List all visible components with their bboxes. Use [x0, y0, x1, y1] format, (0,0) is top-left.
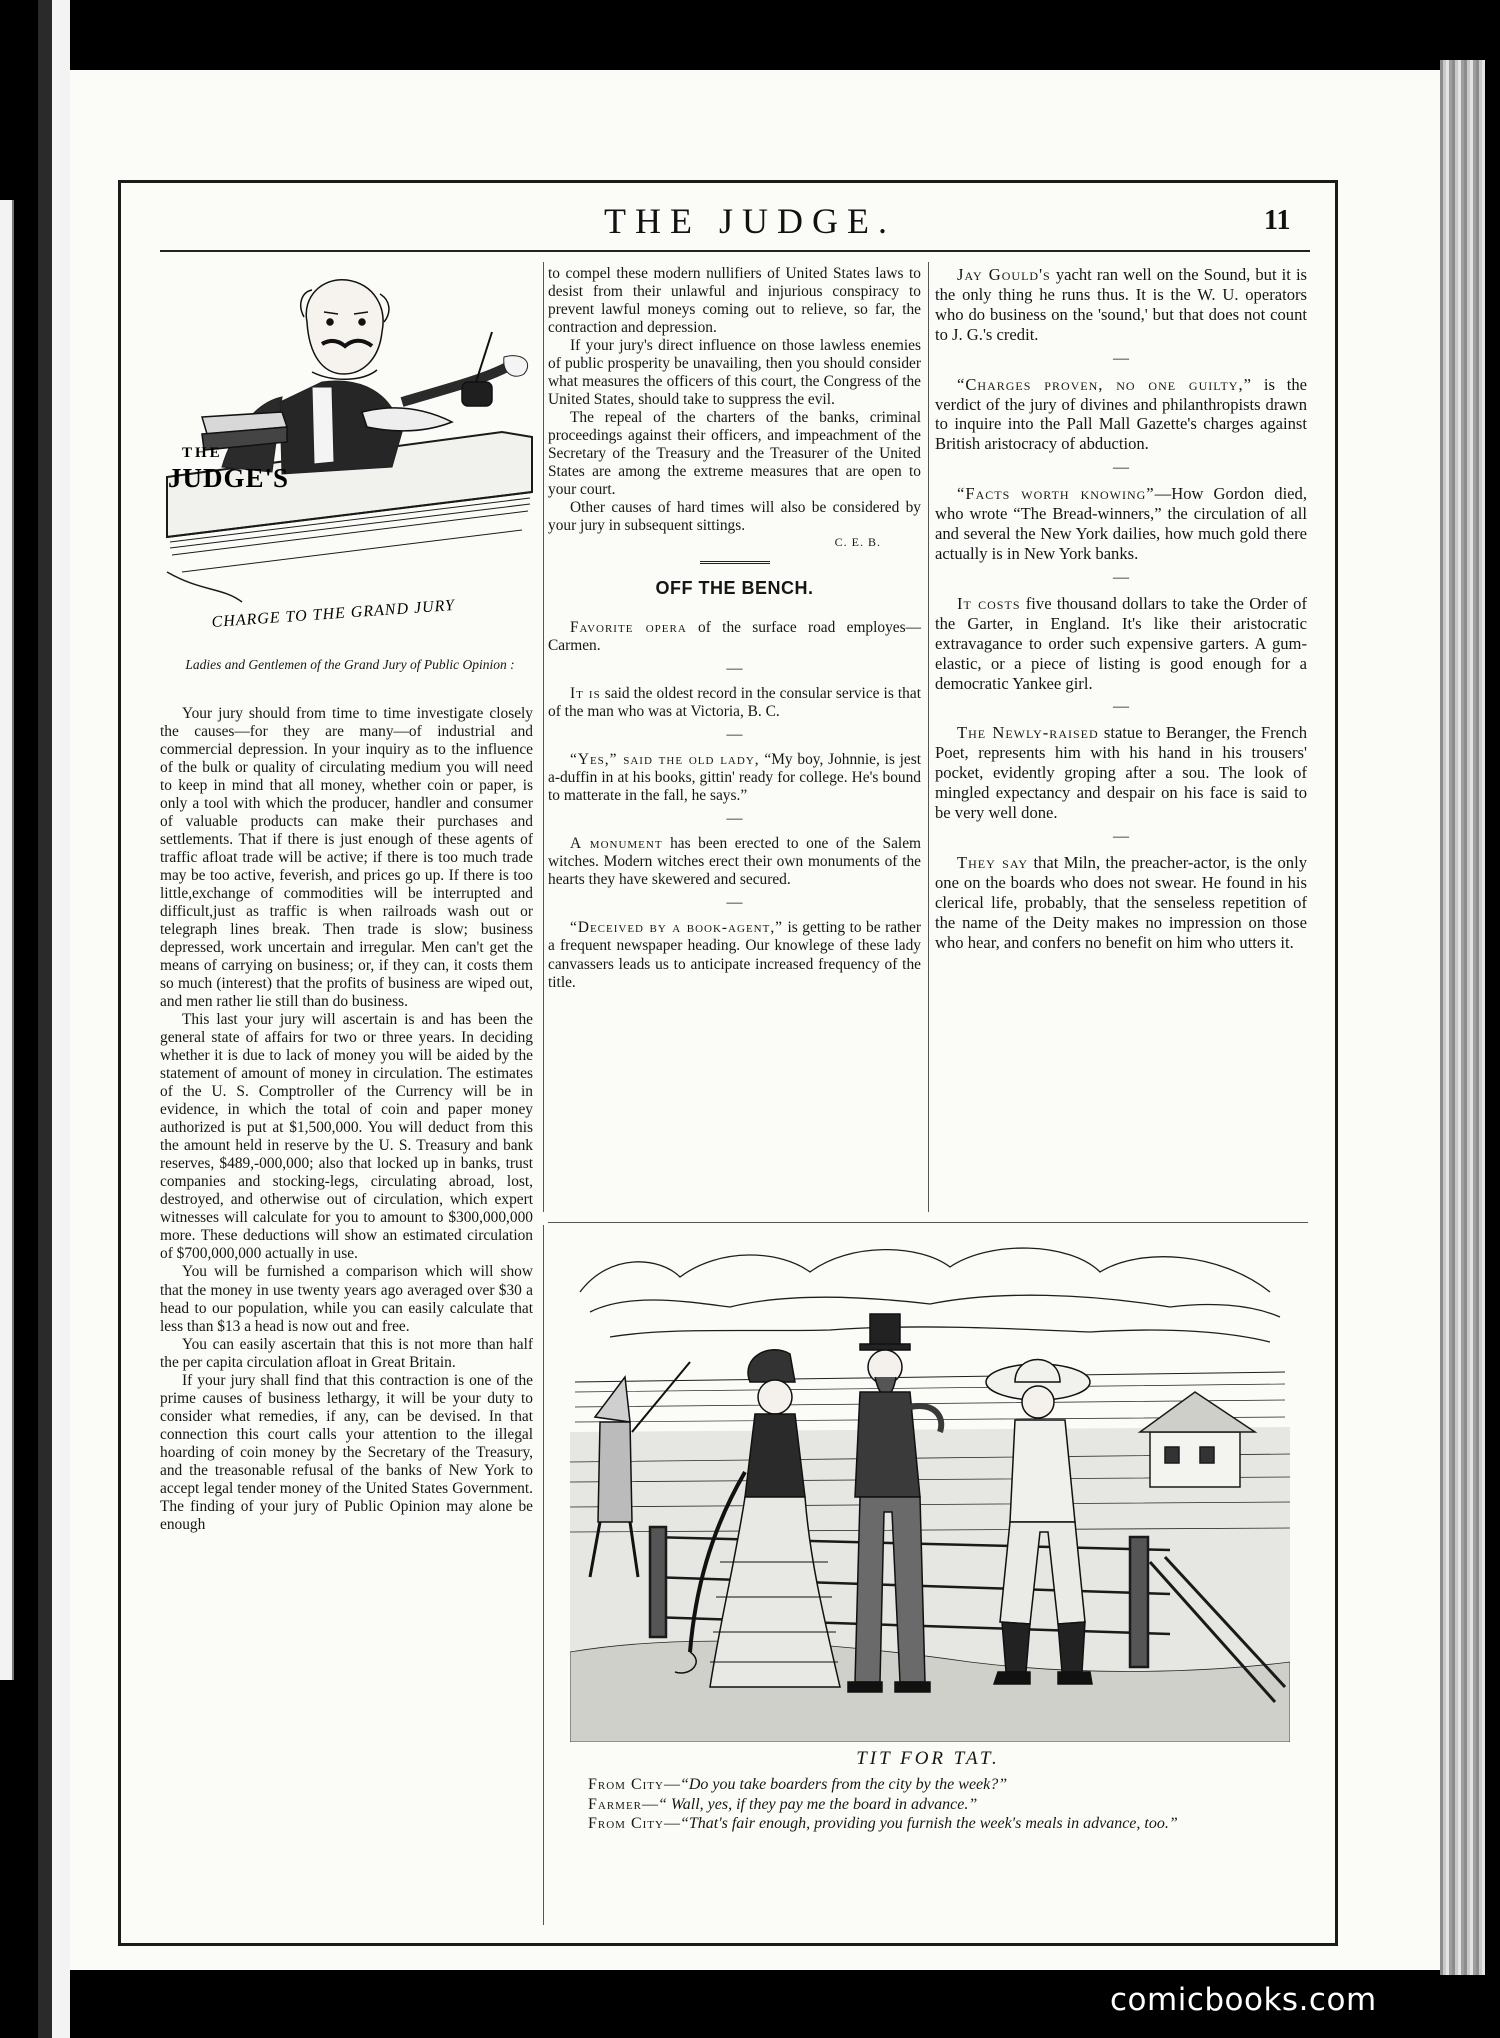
caption-quote: “That's fair enough, providing you furnish the week's meals in advance, too.” — [679, 1815, 1178, 1833]
bench-item-lead: “Facts worth knowing” — [957, 484, 1155, 504]
charge-paragraph: You will be furnished a comparison which will show that the money in use twenty years ago averaged over $30 a head to our population, while you can easily calculate that less than $13 a head is now out and free. — [160, 1263, 533, 1335]
caption-speaker: Farmer — [588, 1795, 643, 1813]
charge-paragraph: If your jury shall find that this contraction is one of the prime causes of business lethargy, it will be your duty to consider what remedies, if any, can be devised. In that connection this court calls your attention to the illegal hoarding of coin money by the Secretary of the Treasury, and the treasonable refusal of the banks of New York to accept legal tender money of the United States Government. The finding of your jury of Public Opinion may alone be enough — [160, 1371, 533, 1533]
bench-item — [548, 835, 921, 889]
bench-item-text: five thousand dollars to take the Order of the Garter, in England. It's like their aristocratic extravagance to order such expensive garters. A gum-elastic, or a piece of listing is good enough for a democratic Yankee girl. — [935, 593, 1307, 693]
bench-item-lead: It costs — [957, 593, 1021, 613]
bench-item-text: that Miln, the preacher-actor, is the only one on the boards who does not swear. He found in his clerical life, probably, that the senseless repetition of the name of the Deity makes no impression on those who hear, and confers no benefit on him who utters it. — [935, 852, 1307, 952]
illustration-label-charge: CHARGE TO THE GRAND JURY — [211, 597, 456, 631]
bench-item-text: is the verdict of the jury of divines and philanthropists drawn to inquire into the Pall Mall Gazette's charges against British aristocracy of abduction. — [935, 374, 1308, 454]
bench-item-text: —How Gordon died, who wrote “The Bread-winners,” the circulation of all and several the New York dailies, how much gold there actually is in New York banks. — [935, 484, 1307, 563]
section-title: OFF THE BENCH. — [655, 578, 814, 599]
charge-continued: Other causes of hard times will also be considered by your jury in subsequent sittings. — [548, 499, 921, 535]
item-separator: — — [1113, 568, 1129, 586]
charge-continued: to compel these modern nullifiers of United States laws to desist from their unlawful and injurious conspiracy to prevent lawful moneys coming out to relieve, so far, the contraction and depression. — [548, 265, 921, 337]
charge-paragraph: This last your jury will ascertain is and has been the general state of affairs for two or three years. In deciding whether it is due to lack of money you will be aided by the statement of amount of money in circulation. The estimates of the U. S. Comptroller of the Currency will be in evidence, in which the total of coin and paper money authorized is put at $1,500,000. You will deduct from this the amount held in reserve by the U. S. Treasury and bank reserves, $489,-000,000; also that locked up in banks, trust companies and stocking-legs, circulating abroad, lost, destroyed, and otherwise out of circulation, which expert witnesses will calculate for you to amount to $300,000,000 more. These deductions will show an estimated circulation of $700,000,000 actually in use. — [160, 1011, 533, 1263]
illustration-label-the: THE — [182, 445, 223, 461]
bench-item-lead: “Yes,” said the old lady, — [570, 751, 760, 769]
bench-item-lead: It is — [570, 685, 601, 703]
item-separator: — — [1113, 698, 1129, 716]
left-column-text — [160, 705, 533, 1534]
tit-for-tat-cartoon — [570, 1232, 1290, 1742]
bench-item-lead: “Deceived by a book-agent,” — [570, 919, 784, 937]
bench-item — [935, 594, 1307, 694]
salutation: Ladies and Gentlemen of the Grand Jury of Public Opinion : — [185, 657, 515, 672]
signature: C. E. B. — [834, 535, 881, 550]
item-separator: — — [1113, 349, 1129, 367]
column-divider-left — [543, 262, 544, 1212]
column-divider-lower — [543, 1225, 544, 1925]
masthead-rule — [160, 250, 1310, 252]
bench-item-text: said the oldest record in the consular service is that of the man who was at Victoria, B. C. — [548, 685, 921, 721]
bench-item-lead: The Newly-raised — [957, 723, 1099, 743]
bench-item-text: statue to Beranger, the French Poet, represents him with his hand in his trousers' pocket, evidently groping after a sou. The look of mingled expectancy and despair on his face is said to be very well done. — [935, 723, 1308, 823]
caption-speaker: From City — [588, 1776, 664, 1793]
charge-continued: If your jury's direct influence on those lawless enemies of public prosperity be unavailing, then you should consider what measures the officers of this court, the Congress of the United States, should take to suppress the evil. — [548, 337, 921, 409]
caption-line: From City—“That's fair enough, providing you furnish the week's meals in advance, too.” — [588, 1815, 1178, 1833]
item-separator: — — [726, 810, 743, 828]
bench-item — [935, 853, 1307, 953]
bench-item — [935, 723, 1307, 823]
bench-item — [548, 919, 921, 991]
caption-line: Farmer—“ Wall, yes, if they pay me the board in advance.” — [588, 1795, 978, 1813]
page-stack-edge — [1440, 60, 1485, 1975]
caption-quote: “Do you take boarders from the city by the week?” — [679, 1776, 1008, 1793]
charge-paragraph: Your jury should from time to time investigate closely the causes—for they are many—of industrial and commercial depression. In your inquiry as to the influence of the bulk or quality of circulating medium you will need to keep in mind that all money, whether coin or paper, is only a tool with which the producer, handler and consumer of valuable products can make their purchases and settlements. That if there is just enough of these agents of traffic afloat trade will be active; if there is too much trade may be too active, feverish, and prices go up. If there is too little,exchange of commodities will be interrupted and difficult,just as traffic is when railroads wash out or telegraph lines break. Then trade is slow; business depressed, work uncertain and irregular. Men can't get the means of carrying on business; or, if they can, it costs them so much (interest) that the profits of business are wiped out, and men rather lie still than do business. — [160, 705, 533, 1011]
bench-item — [548, 751, 921, 805]
caption-quote: “ Wall, yes, if they pay me the board in advance.” — [658, 1795, 978, 1813]
bench-item-text: yacht ran well on the Sound, but it is the only thing he runs thus. It is the W. U. operators who do business on the 'sound,' but that does not count to J. G.'s credit. — [935, 265, 1308, 344]
bench-item-text: of the surface road employes—Carmen. — [548, 619, 921, 655]
item-separator: — — [726, 726, 743, 744]
item-separator: — — [1113, 827, 1129, 845]
watermark: comicbooks.com — [1110, 1982, 1377, 2018]
charge-continued: The repeal of the charters of the banks, criminal proceedings against their officers, and impeachment of the Secretary of the Treasury and the Treasurer of the United States are among the extreme measures that are open to your court. — [548, 409, 921, 499]
right-column-text — [935, 265, 1307, 952]
column-divider-right — [928, 262, 929, 1212]
caption-line: From City—“Do you take boarders from the city by the week?” — [588, 1776, 1008, 1793]
item-separator: — — [1113, 459, 1129, 477]
bench-item — [935, 375, 1307, 455]
middle-column-text — [548, 265, 921, 992]
bench-item-text: has been erected to one of the Salem witches. Modern witches erect their own monuments of the hearts they have skewered and secured. — [548, 835, 921, 889]
bench-item — [548, 619, 921, 655]
caption-speaker: From City — [588, 1815, 664, 1833]
page-number: 11 — [1264, 205, 1291, 236]
previous-page-edge — [0, 200, 14, 1680]
item-separator: — — [726, 894, 743, 912]
cartoon-caption — [588, 1775, 1306, 1834]
masthead-title: THE JUDGE. — [604, 201, 896, 241]
judge-illustration — [162, 262, 538, 650]
bench-item-lead: “Charges proven, no one guilty,” — [957, 374, 1252, 394]
bench-item-text: “My boy, Johnnie, is jest a-duffin in at his books, gittin' ready for college. He's bound to matterate in the fall, he says.” — [548, 751, 921, 805]
cartoon-top-rule — [548, 1222, 1308, 1223]
bench-item-text: is getting to be rather a frequent newspaper heading. Our knowlege of these lady canvassers leads us to anticipate increased frequency of the title. — [548, 919, 921, 991]
item-separator: — — [726, 660, 743, 678]
bench-item — [548, 685, 921, 721]
bench-item — [935, 484, 1307, 564]
bench-item — [935, 265, 1307, 345]
section-rule — [700, 561, 770, 564]
cartoon-title: TIT FOR TAT. — [856, 1748, 1000, 1769]
bench-item-lead: They say — [957, 852, 1029, 872]
illustration-label-judges: JUDGE'S — [168, 463, 290, 493]
bench-item-lead: A monument — [570, 835, 663, 853]
bench-item-lead: Favorite opera — [570, 619, 687, 637]
scan-left-gutter — [0, 0, 70, 2038]
bench-item-lead: Jay Gould's — [957, 265, 1051, 284]
charge-paragraph: You can easily ascertain that this is not more than half the per capita circulation afloat in Great Britain. — [160, 1335, 533, 1371]
